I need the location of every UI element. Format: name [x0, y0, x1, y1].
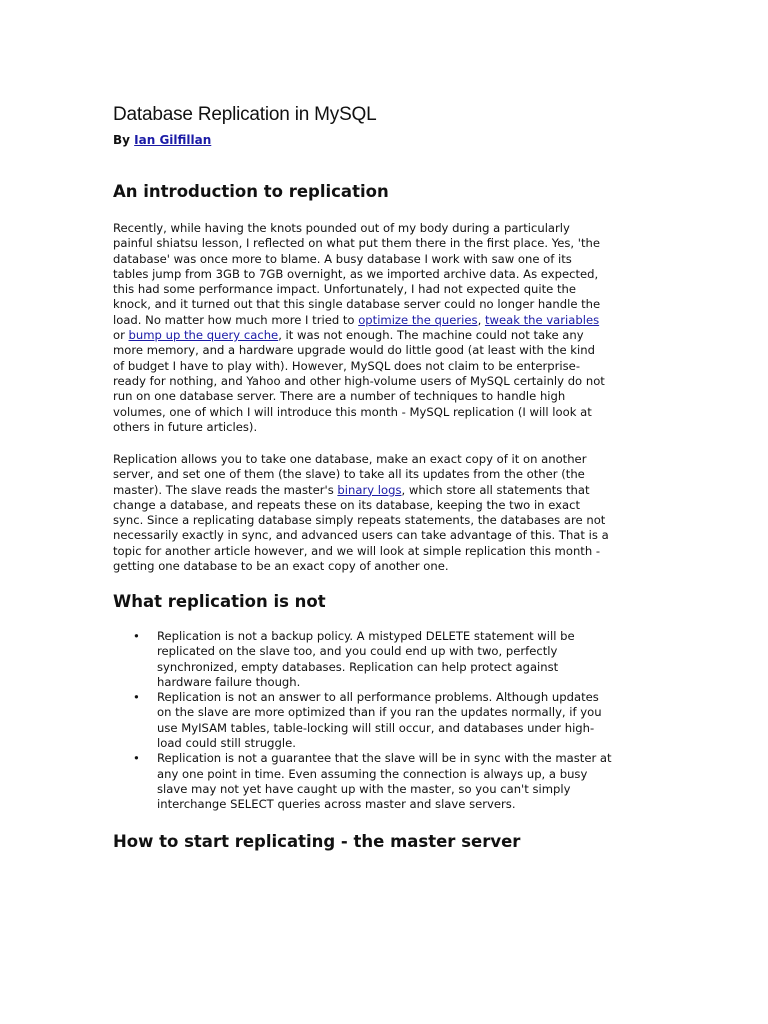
text-line: getting one database to be an exact copy of another one. — [113, 559, 449, 574]
text-line: tables jump from 3GB to 7GB overnight, as we imported archive data. As expected, — [113, 266, 599, 281]
binary-logs-link[interactable]: binary logs — [337, 482, 402, 497]
tweak-variables-link[interactable]: tweak the variables — [484, 312, 600, 327]
text-segment: , — [477, 312, 485, 327]
text-line: of budget I have to play with). However, MySQL does not claim to be enterprise- — [113, 358, 580, 373]
bullet-icon: • — [133, 751, 140, 766]
text-line: interchange SELECT queries across master and slave servers. — [157, 797, 516, 812]
text-segment: , it was not enough. The machine could not take any — [278, 328, 584, 343]
bullet-icon: • — [133, 690, 140, 705]
text-line: more memory, and a hardware upgrade would do little good (at least with the kind — [113, 343, 595, 358]
text-line: necessarily exactly in sync, and advanced users can take advantage of this. That is a — [113, 528, 609, 543]
text-line: run on one database server. There are a number of techniques to handle high — [113, 389, 566, 404]
text-line: Replication is not a guarantee that the slave will be in sync with the master at — [157, 751, 612, 766]
section-heading-start: How to start replicating - the master server — [113, 832, 521, 851]
list-item — [113, 629, 655, 690]
text-line: database' was once more to blame. A busy database I work with saw one of its — [113, 251, 572, 266]
text-line: replicated on the slave too, and you could end up with two, perfectly — [157, 644, 558, 659]
text-line: use MyISAM tables, table-locking will still occur, and databases under high- — [157, 720, 595, 735]
text-line: volumes, one of which I will introduce this month - MySQL replication (I will look at — [113, 404, 592, 419]
text-segment: master). The slave reads the master's — [113, 482, 338, 497]
text-line — [113, 313, 599, 327]
text-segment: , which store all statements that — [401, 482, 590, 497]
text-segment: or — [113, 328, 129, 343]
text-line: slave may not yet have caught up with the master, so you can't simply — [157, 781, 571, 796]
text-line: load could still struggle. — [157, 736, 296, 751]
text-line: on the slave are more optimized than if you ran the updates normally, if you — [157, 705, 602, 720]
optimize-queries-link[interactable]: optimize the queries — [358, 312, 478, 327]
page-title: Database Replication in MySQL — [113, 104, 377, 125]
intro-paragraph-1 — [113, 221, 655, 435]
text-line: Replication allows you to take one database, make an exact copy of it on another — [113, 452, 587, 466]
text-segment: load. No matter how much more I tried to — [113, 312, 359, 327]
text-line: server, and set one of them (the slave) to take all its updates from the other (the — [113, 467, 585, 482]
text-line: Recently, while having the knots pounded out of my body during a particularly — [113, 221, 570, 235]
text-line: ready for nothing, and Yahoo and other high-volume users of MySQL certainly do not — [113, 373, 605, 388]
text-line: sync. Since a replicating database simply repeats statements, the databases are not — [113, 513, 606, 528]
text-line: topic for another article however, and we will look at simple replication this month - — [113, 543, 601, 558]
query-cache-link[interactable]: bump up the query cache — [128, 328, 279, 343]
text-line: this had some performance impact. Unfortunately, I had not expected quite the — [113, 282, 577, 297]
text-line: Replication is not a backup policy. A mistyped DELETE statement will be — [157, 629, 575, 643]
text-line — [113, 328, 584, 342]
section-heading-intro: An introduction to replication — [113, 182, 389, 201]
byline-prefix: By — [113, 133, 130, 147]
text-line — [113, 483, 590, 497]
text-line: hardware failure though. — [157, 674, 301, 689]
text-line: synchronized, empty databases. Replication can help protect against — [157, 659, 559, 674]
section-heading-not: What replication is not — [113, 592, 326, 611]
bullet-list — [113, 629, 655, 813]
list-item — [113, 690, 655, 751]
text-line: others in future articles). — [113, 419, 258, 434]
list-item — [113, 751, 655, 812]
text-line: change a database, and repeats these on its database, keeping the two in exact — [113, 497, 581, 512]
intro-paragraph-2 — [113, 452, 655, 574]
bullet-icon: • — [133, 629, 140, 643]
text-line: any one point in time. Even assuming the connection is always up, a busy — [157, 766, 588, 781]
byline — [113, 133, 211, 147]
author-link[interactable]: Ian Gilfillan — [134, 133, 212, 147]
text-line: knock, and it turned out that this single database server could no longer handle the — [113, 297, 601, 312]
text-line: painful shiatsu lesson, I reflected on what put them there in the first place. Yes, 'the — [113, 236, 600, 251]
text-line: Replication is not an answer to all performance problems. Although updates — [157, 690, 599, 705]
